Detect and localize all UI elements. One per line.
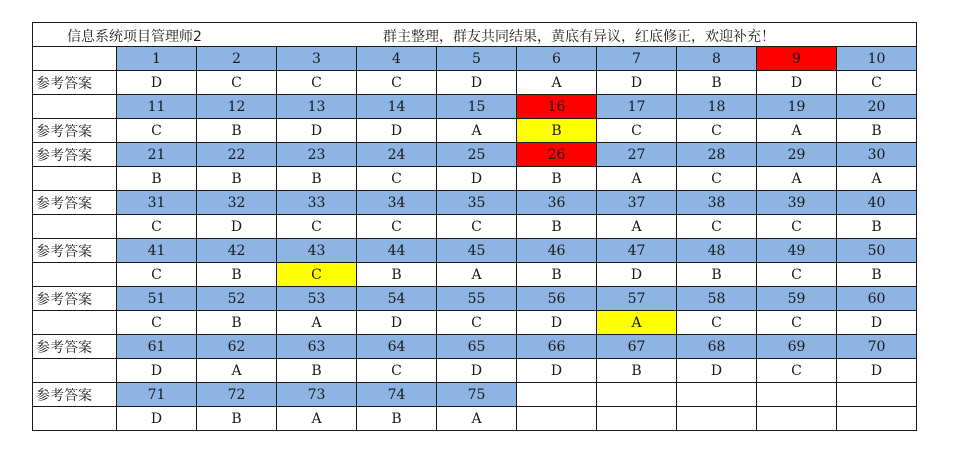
answer-cell: B (517, 215, 597, 239)
question-number-cell: 56 (517, 287, 597, 311)
question-number-cell: 26 (517, 143, 597, 167)
question-number-cell (597, 383, 677, 407)
answer-cell: B (277, 167, 357, 191)
row-label: 参考答案 (33, 71, 117, 95)
question-number-cell: 65 (437, 335, 517, 359)
question-number-cell: 50 (837, 239, 917, 263)
redaction-box (231, 25, 376, 44)
row-label (33, 311, 117, 335)
question-number-cell: 44 (357, 239, 437, 263)
answer-cell: D (197, 215, 277, 239)
row-label (33, 215, 117, 239)
question-number-cell: 14 (357, 95, 437, 119)
question-number-cell: 40 (837, 191, 917, 215)
answer-cell: C (117, 311, 197, 335)
row-label (33, 359, 117, 383)
question-number-cell: 33 (277, 191, 357, 215)
question-number-row (33, 95, 917, 119)
answer-cell: D (517, 311, 597, 335)
answer-cell: C (677, 215, 757, 239)
answer-cell: C (437, 215, 517, 239)
answer-cell: B (517, 167, 597, 191)
answer-cell: B (597, 359, 677, 383)
question-number-row (33, 239, 917, 263)
answer-cell: D (757, 71, 837, 95)
answer-row (33, 71, 917, 95)
question-number-cell: 75 (437, 383, 517, 407)
answer-cell: B (837, 119, 917, 143)
answer-cell: A (437, 407, 517, 431)
answer-cell: A (277, 407, 357, 431)
question-number-row (33, 143, 917, 167)
row-label: 参考答案 (33, 119, 117, 143)
answer-cell: B (677, 71, 757, 95)
answer-cell: D (117, 71, 197, 95)
answer-cell (517, 407, 597, 431)
question-number-cell: 4 (357, 47, 437, 71)
answer-row (33, 407, 917, 431)
row-label: 参考答案 (33, 335, 117, 359)
question-number-cell: 18 (677, 95, 757, 119)
question-number-cell: 31 (117, 191, 197, 215)
question-number-cell: 16 (517, 95, 597, 119)
answer-cell: C (437, 311, 517, 335)
answer-cell: B (837, 263, 917, 287)
answer-cell: D (117, 407, 197, 431)
question-number-row (33, 47, 917, 71)
question-number-cell: 42 (197, 239, 277, 263)
answer-cell (837, 407, 917, 431)
answer-row (33, 119, 917, 143)
answer-cell (757, 407, 837, 431)
question-number-row (33, 287, 917, 311)
answer-cell: A (517, 71, 597, 95)
answer-cell (597, 407, 677, 431)
answer-cell: B (197, 311, 277, 335)
row-label: 参考答案 (33, 239, 117, 263)
question-number-cell: 61 (117, 335, 197, 359)
answer-cell: C (357, 215, 437, 239)
question-number-cell: 38 (677, 191, 757, 215)
answer-cell: B (677, 263, 757, 287)
answer-cell: B (837, 215, 917, 239)
question-number-cell: 62 (197, 335, 277, 359)
question-number-cell: 24 (357, 143, 437, 167)
answer-cell: C (677, 311, 757, 335)
row-label: 参考答案 (33, 383, 117, 407)
answer-cell: B (197, 263, 277, 287)
answer-cell: D (277, 119, 357, 143)
question-number-cell: 32 (197, 191, 277, 215)
question-number-cell: 19 (757, 95, 837, 119)
answer-cell: C (277, 263, 357, 287)
question-number-cell: 20 (837, 95, 917, 119)
question-number-cell: 55 (437, 287, 517, 311)
answer-row (33, 263, 917, 287)
answer-cell: D (437, 167, 517, 191)
answer-cell: C (837, 71, 917, 95)
title-left-text: 信息系统项目管理师2 (67, 29, 202, 45)
question-number-cell: 43 (277, 239, 357, 263)
question-number-cell: 39 (757, 191, 837, 215)
answer-cell: D (437, 71, 517, 95)
answer-cell: A (597, 215, 677, 239)
answer-cell: B (517, 263, 597, 287)
question-number-cell: 52 (197, 287, 277, 311)
question-number-cell (517, 383, 597, 407)
question-number-cell: 30 (837, 143, 917, 167)
answer-cell: C (117, 263, 197, 287)
question-number-cell: 74 (357, 383, 437, 407)
answer-cell: B (357, 407, 437, 431)
answer-cell: D (837, 311, 917, 335)
question-number-cell (677, 383, 757, 407)
question-number-cell: 1 (117, 47, 197, 71)
answer-cell: B (117, 167, 197, 191)
answer-cell: D (357, 311, 437, 335)
question-number-cell: 53 (277, 287, 357, 311)
question-number-cell: 5 (437, 47, 517, 71)
answer-grid (33, 47, 917, 431)
question-number-cell: 66 (517, 335, 597, 359)
answer-cell: B (357, 263, 437, 287)
question-number-cell: 17 (597, 95, 677, 119)
answer-cell: A (277, 311, 357, 335)
question-number-cell: 2 (197, 47, 277, 71)
question-number-row (33, 383, 917, 407)
question-number-cell: 64 (357, 335, 437, 359)
answer-cell: D (437, 359, 517, 383)
question-number-cell: 12 (197, 95, 277, 119)
question-number-cell: 23 (277, 143, 357, 167)
row-label (33, 263, 117, 287)
answer-row (33, 359, 917, 383)
question-number-cell (757, 383, 837, 407)
answer-cell: D (677, 359, 757, 383)
question-number-cell: 28 (677, 143, 757, 167)
question-number-cell: 45 (437, 239, 517, 263)
question-number-cell: 11 (117, 95, 197, 119)
answer-cell: C (757, 359, 837, 383)
question-number-cell: 27 (597, 143, 677, 167)
question-number-cell: 10 (837, 47, 917, 71)
question-number-cell: 6 (517, 47, 597, 71)
question-number-row (33, 335, 917, 359)
answer-cell: B (197, 407, 277, 431)
answer-row (33, 215, 917, 239)
question-number-cell: 41 (117, 239, 197, 263)
answer-cell: A (197, 359, 277, 383)
question-number-cell: 22 (197, 143, 277, 167)
sheet-title (33, 23, 917, 47)
answer-cell: D (597, 263, 677, 287)
answer-cell: C (357, 359, 437, 383)
answer-row (33, 311, 917, 335)
answer-sheet (32, 22, 917, 431)
answer-cell: A (837, 167, 917, 191)
question-number-cell: 13 (277, 95, 357, 119)
question-number-cell: 48 (677, 239, 757, 263)
answer-cell: C (597, 119, 677, 143)
question-number-cell: 51 (117, 287, 197, 311)
question-number-cell: 69 (757, 335, 837, 359)
title-row (33, 23, 917, 47)
question-number-cell: 46 (517, 239, 597, 263)
row-label (33, 407, 117, 431)
question-number-cell: 3 (277, 47, 357, 71)
answer-cell: D (597, 71, 677, 95)
question-number-cell: 57 (597, 287, 677, 311)
answer-cell: A (437, 263, 517, 287)
answer-cell: C (757, 263, 837, 287)
question-number-cell (837, 383, 917, 407)
question-number-cell: 63 (277, 335, 357, 359)
question-number-cell: 9 (757, 47, 837, 71)
row-label: 参考答案 (33, 287, 117, 311)
title-right-text: 群主整理，群友共同结果，黄底有异议，红底修正，欢迎补充！ (383, 29, 775, 45)
question-number-cell: 15 (437, 95, 517, 119)
answer-cell: D (517, 359, 597, 383)
question-number-cell: 35 (437, 191, 517, 215)
row-label (33, 95, 117, 119)
question-number-cell: 68 (677, 335, 757, 359)
question-number-cell: 72 (197, 383, 277, 407)
answer-row (33, 167, 917, 191)
answer-cell: A (597, 167, 677, 191)
question-number-cell: 47 (597, 239, 677, 263)
question-number-cell: 67 (597, 335, 677, 359)
answer-cell: A (757, 119, 837, 143)
answer-cell: C (757, 215, 837, 239)
question-number-cell: 29 (757, 143, 837, 167)
question-number-cell: 7 (597, 47, 677, 71)
question-number-cell: 36 (517, 191, 597, 215)
question-number-cell: 60 (837, 287, 917, 311)
row-label (33, 47, 117, 71)
question-number-cell: 37 (597, 191, 677, 215)
answer-cell: D (117, 359, 197, 383)
question-number-cell: 71 (117, 383, 197, 407)
answer-cell: C (277, 215, 357, 239)
answer-cell: C (277, 71, 357, 95)
answer-cell (677, 407, 757, 431)
answer-cell: B (277, 359, 357, 383)
question-number-cell: 54 (357, 287, 437, 311)
answer-cell: D (837, 359, 917, 383)
answer-cell: B (197, 167, 277, 191)
question-number-row (33, 191, 917, 215)
row-label (33, 167, 117, 191)
answer-cell: A (597, 311, 677, 335)
row-label: 参考答案 (33, 143, 117, 167)
answer-cell: C (357, 167, 437, 191)
question-number-cell: 25 (437, 143, 517, 167)
question-number-cell: 58 (677, 287, 757, 311)
answer-cell: B (197, 119, 277, 143)
row-label: 参考答案 (33, 191, 117, 215)
question-number-cell: 59 (757, 287, 837, 311)
question-number-cell: 73 (277, 383, 357, 407)
answer-cell: B (517, 119, 597, 143)
answer-cell: C (357, 71, 437, 95)
answer-cell: C (677, 119, 757, 143)
answer-cell: C (757, 311, 837, 335)
answer-cell: A (757, 167, 837, 191)
question-number-cell: 21 (117, 143, 197, 167)
answer-cell: D (357, 119, 437, 143)
question-number-cell: 70 (837, 335, 917, 359)
answer-cell: C (677, 167, 757, 191)
answer-cell: C (117, 119, 197, 143)
answer-cell: A (437, 119, 517, 143)
answer-cell: C (197, 71, 277, 95)
question-number-cell: 8 (677, 47, 757, 71)
answer-cell: C (117, 215, 197, 239)
question-number-cell: 49 (757, 239, 837, 263)
question-number-cell: 34 (357, 191, 437, 215)
